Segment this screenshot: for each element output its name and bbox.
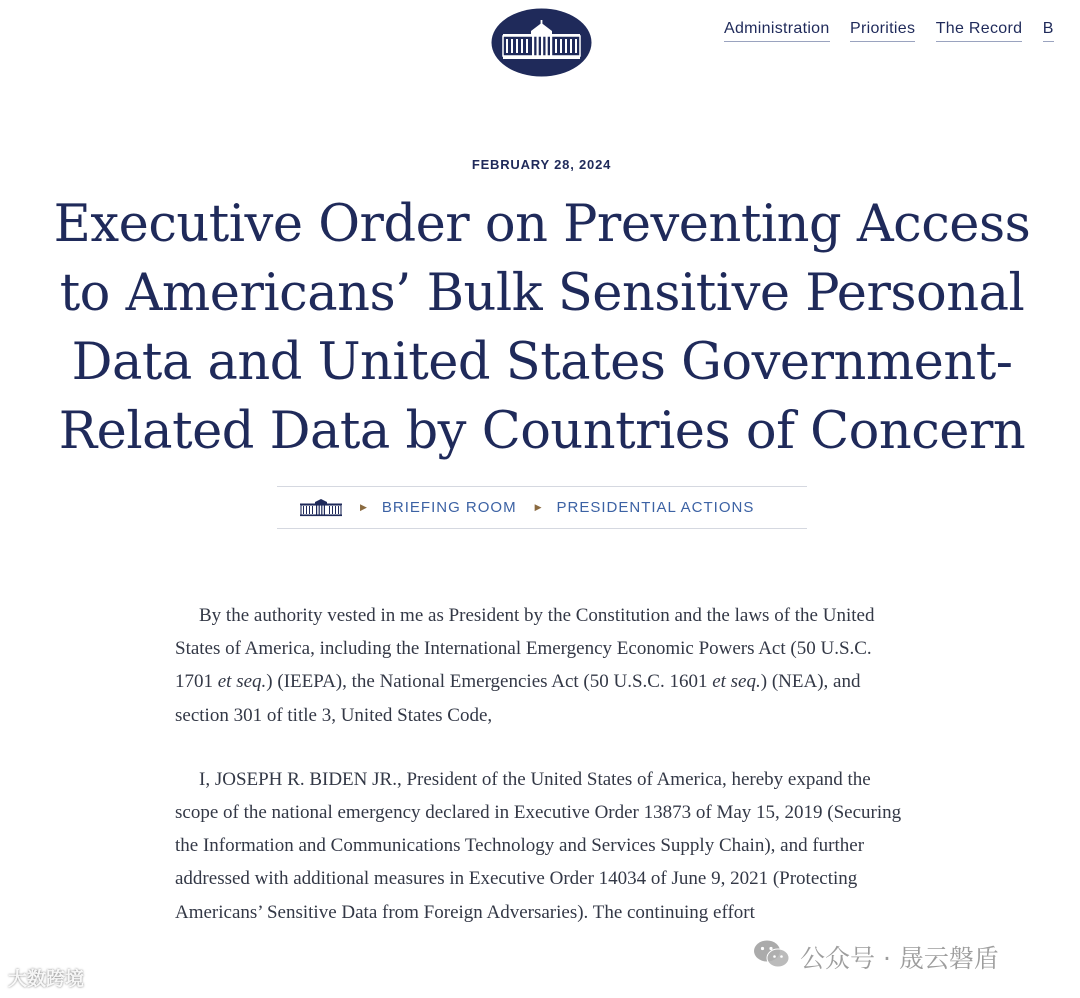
nav-briefing-room[interactable]: B: [1043, 20, 1054, 42]
article-date: FEBRUARY 28, 2024: [471, 157, 612, 172]
article-body: [175, 599, 910, 960]
nav-administration[interactable]: Administration: [724, 20, 830, 42]
breadcrumb-presidential-actions[interactable]: PRESIDENTIAL ACTIONS: [556, 499, 755, 516]
paragraph-declaration: I, JOSEPH R. BIDEN JR., President of the United States of America, hereby expand the scope of the national emergency declared in Executive Order 13873 of May 15, 2019 (Securing the Information and Communications Technology and Services Supply Chain), and further addressed with additional measures in Executive Order 14034 of June 9, 2021 (Protecting Americans’ Sensitive Data from Foreign Adversaries). The continuing effort: [175, 768, 902, 923]
top-nav: [724, 20, 1080, 48]
breadcrumb-briefing-room[interactable]: BRIEFING ROOM: [381, 499, 517, 516]
watermark-right: [752, 938, 999, 976]
chevron-right-icon: ▶: [360, 502, 368, 512]
white-house-logo[interactable]: [491, 8, 592, 77]
nav-the-record[interactable]: The Record: [936, 20, 1023, 42]
chevron-right-icon: ▶: [534, 502, 543, 512]
nav-priorities[interactable]: Priorities: [850, 20, 915, 42]
wechat-icon: [752, 938, 792, 976]
paragraph-authority: By the authority vested in me as President by the Constitution and the laws of the United States of America, including the International Emergency Economic Powers Act (50 U.S.C. 1701 et seq.) (IEEPA), the National Emergencies Act (50 U.S.C. 1601 et seq.) (NEA), and section 301 of title 3, United States Code,: [175, 605, 875, 726]
white-house-icon[interactable]: [300, 499, 342, 517]
watermark-right-text: 公众号 · 晟云磐盾: [800, 944, 999, 973]
page-title: Executive Order on Preventing Access to Americans’ Bulk Sensitive Personal Data and United States Government-Related Data by Countries of Concern: [53, 195, 1031, 461]
watermark-left: 大数跨境: [8, 968, 85, 990]
breadcrumb: [277, 486, 807, 529]
